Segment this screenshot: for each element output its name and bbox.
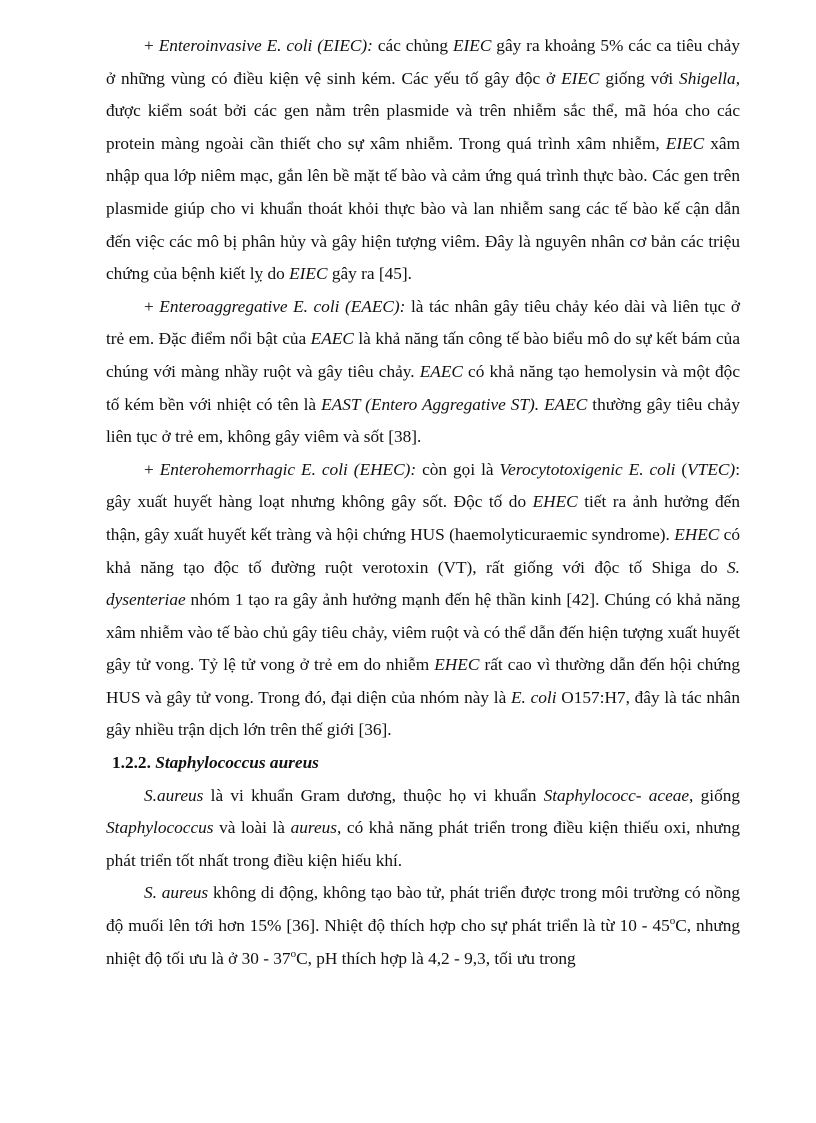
term: EHEC	[674, 524, 720, 544]
paragraph-eaec	[106, 291, 740, 454]
text-run: +	[144, 296, 160, 316]
degree-superscript: o	[669, 915, 676, 928]
text-run: xâm nhập qua lớp niêm mạc, gắn lên bề mặt tế bào và cảm ứng quá trình thực bào. Các gen trên plasmide giúp cho vi khuẩn thoát khỏi thực bào và lan nhiễm sang các tế bào kế cận dẫn đến việc các mô bị phân hủy và gây hiện tượng viêm. Đây là nguyên nhân cơ bản các triệu chứng của bệnh kiết lỵ do	[106, 133, 741, 284]
term: EHEC	[434, 655, 480, 675]
term-s-dysenteriae: S. dysenteriae	[106, 557, 740, 610]
term-eiec: Enteroinvasive E. coli (EIEC):	[158, 36, 373, 55]
degree-superscript: o	[290, 947, 297, 960]
text-run: có khả năng tạo hemolysin và một độc tố kém bền với nhiệt có tên là	[106, 361, 740, 414]
term-e-coli: E. coli	[510, 687, 557, 707]
term-vtec: Verocytotoxigenic E. coli	[499, 459, 676, 479]
text-run: +	[144, 459, 160, 479]
text-run: C, nhưng nhiệt độ tối ưu là ở 30 - 37	[106, 916, 740, 968]
term-ehec: Enterohemorrhagic E. coli (EHEC):	[159, 459, 417, 479]
term: VTEC)	[687, 459, 736, 479]
text-run: +	[144, 36, 159, 55]
text-run: giống với	[599, 68, 680, 88]
term-s-aureus: S. aureus	[144, 883, 209, 903]
text-run: các chủng	[372, 36, 453, 55]
text-run: , được kiểm soát bởi các gen nằm trên plasmide và trên nhiễm sắc thể, mã hóa cho các protein màng ngoài cần thiết cho sự xâm nhiễm. Trong quá trình xâm nhiễm,	[106, 68, 741, 153]
section-number: 1.2.2.	[112, 753, 156, 773]
text-run: rất cao vì thường dẫn đến hội chứng HUS và gây tử vong. Trong đó, đại diện của nhóm này là	[106, 655, 740, 707]
term: EIEC	[665, 133, 705, 153]
term: EAEC	[310, 329, 354, 349]
text-run: là vi khuẩn Gram dương, thuộc họ vi khuẩn	[203, 785, 544, 805]
document-page	[106, 30, 740, 975]
text-run: và loài là	[213, 818, 291, 838]
text-run: gây ra [45].	[327, 264, 412, 284]
text-run: C, pH thích hợp là 4,2 - 9,3, tối ưu trong	[296, 948, 576, 968]
text-run: , giống	[689, 785, 740, 805]
text-run: là khả năng tấn công tế bào biểu mô do sự kết bám của chúng với màng nhầy ruột và gây tiêu chảy.	[106, 329, 740, 381]
term-east: EAST (Entero Aggregative ST).	[321, 394, 540, 414]
term: EIEC	[289, 264, 328, 284]
paragraph-saureus-intro	[106, 780, 740, 878]
term-shigella: Shigella	[679, 68, 736, 88]
paragraph-ehec	[106, 454, 740, 747]
text-run: không di động, không tạo bào tử, phát triển được trong môi trường có nồng độ muối lên tới hơn 15% [36]. Nhiệt độ thích hợp cho sự phát triển là từ 10 - 45	[106, 883, 741, 936]
text-run: có khả năng tạo độc tố đường ruột verotoxin (VT), rất giống với độc tố Shiga do	[106, 524, 740, 577]
term-genus: Staphylococcus	[106, 818, 214, 838]
text-run: còn gọi là	[416, 459, 500, 479]
term: EIEC	[561, 68, 600, 88]
term-s-aureus: S.aureus	[144, 785, 204, 805]
text-run: tiết ra ảnh hưởng đến thận, gây xuất huyết kết tràng và hội chứng HUS (haemolyticuraemic syndrome).	[106, 492, 740, 544]
term-eaec: Enteroaggregative E. coli (EAEC):	[159, 296, 406, 316]
term-family: Staphylococc- aceae	[543, 785, 690, 805]
term-species: aureus	[290, 818, 337, 838]
text-run: gây ra khoảng 5% các ca tiêu chảy ở những vùng có điều kiện vệ sinh kém. Các yếu tố gây độc ở	[106, 36, 740, 88]
section-title: Staphylococcus aureus	[155, 753, 319, 773]
term: EAEC	[419, 361, 463, 381]
text-run: là tác nhân gây tiêu chảy kéo dài và liên tục ở trẻ em. Đặc điểm nổi bật của	[106, 296, 740, 349]
paragraph-eiec	[106, 30, 740, 291]
text-run: (	[675, 459, 688, 479]
text-run: O157:H7, đây là tác nhân gây nhiều trận dịch lớn trên thế giới [36].	[106, 687, 740, 740]
text-run: nhóm 1 tạo ra gây ảnh hưởng mạnh đến hệ thần kinh [42]. Chúng có khả năng xâm nhiễm vào tế bào chủ gây tiêu chảy, viêm ruột và có thể dẫn đến hiện tượng xuất huyết gây tử vong. Tỷ lệ tử vong ở trẻ em do nhiễm	[106, 590, 740, 675]
text-run: thường gây tiêu chảy liên tục ở trẻ em, không gây viêm và sốt [38].	[106, 394, 740, 447]
text-run: : gây xuất huyết hàng loạt nhưng không gây sốt. Độc tố do	[106, 459, 740, 512]
text-run: , có khả năng phát triển trong điều kiện thiếu oxi, nhưng phát triển tốt nhất trong điều kiện hiếu khí.	[106, 818, 740, 870]
section-heading	[106, 747, 740, 780]
term: EIEC	[452, 36, 492, 55]
term: EAEC	[544, 394, 588, 414]
term: EHEC	[532, 492, 578, 512]
paragraph-saureus-growth	[106, 877, 740, 975]
